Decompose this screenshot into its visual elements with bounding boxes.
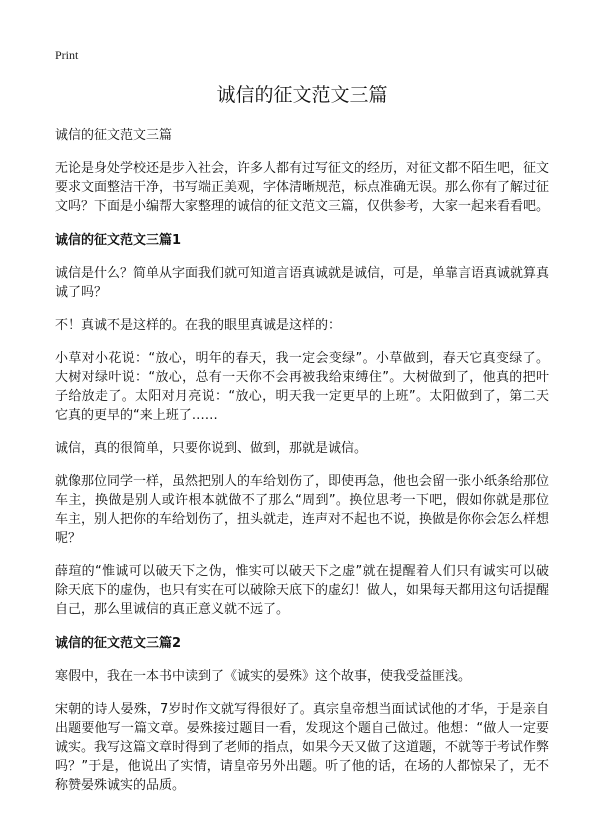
section-heading-2: 诚信的征文范文三篇2: [55, 636, 182, 651]
section-1-paragraph: 诚信是什么？简单从字面我们就可知道言语真诚就是诚信，可是，单靠言语真诚就算真诚了吗？: [55, 266, 550, 300]
section-2-paragraph: 宋朝的诗人晏殊，7岁时作文就写得很好了。真宗皇帝想当面试试他的才华，于是亲自出题要他写一篇文章。晏殊接过题目一看，发现这个题自己做过。他想：“做人一定要诚实。我写这篇文章时得到了老师的指点，如果今天又做了这道题，不就等于考试作弊吗？”于是，他说出了实情，请皇帝另外出题。听了他的话，在场的人都惊呆了，无不称赞晏殊诚实的品质。: [55, 702, 550, 793]
section-1-paragraph: 诚信，真的很简单，只要你说到、做到，那就是诚信。: [55, 441, 368, 456]
document-title: 诚信的征文范文三篇: [216, 84, 388, 106]
section-1-paragraph: 不！真诚不是这样的。在我的眼里真诚是这样的：: [55, 318, 342, 333]
section-1-paragraph: 就像那位同学一样，虽然把别人的车给划伤了，即使再急，他也会留一张小纸条给那位车主，换做是别人或许根本就做不了那么“周到”。换位思考一下吧，假如你就是那位车主，别人把你的车给划伤了，扭头就走，连声对不起也不说，换做是你你会怎么样想呢？: [55, 474, 550, 546]
section-heading-1: 诚信的征文范文三篇1: [55, 233, 182, 248]
section-2-paragraph: 寒假中，我在一本书中读到了《诚实的晏殊》这个故事，使我受益匪浅。: [55, 669, 472, 684]
section-1-paragraph: 小草对小花说：“放心，明年的春天，我一定会变绿”。小草做到，春天它真变绿了。大树对绿叶说：“放心，总有一天你不会再被我给束缚住”。大树做到了，他真的把叶子给放走了。太阳对月亮说：“放心，明天我一定更早的上班”。太阳做到了，第二天它真的更早的“来上班了……: [55, 351, 549, 423]
print-link[interactable]: Print: [55, 48, 79, 62]
intro-paragraph: 无论是身处学校还是步入社会，许多人都有过写征文的经历，对征文都不陌生吧，征文要求文面整洁干净，书写端正美观，字体清晰规范，标点准确无误。那么你有了解过征文吗？下面是小编帮大家整理的诚信的征文范文三篇，仅供参考，大家一起来看看吧。: [55, 161, 550, 214]
document-subtitle: 诚信的征文范文三篇: [55, 128, 173, 143]
section-1-paragraph: 薛瑄的“惟诚可以破天下之伪，惟实可以破天下之虚”就在提醒着人们只有诚实可以破除天底下的虚伪，也只有实在可以破除天底下的虚幻！做人，如果每天都用这句话提醒自己，那么里诚信的真正意义就不远了。: [55, 564, 550, 617]
